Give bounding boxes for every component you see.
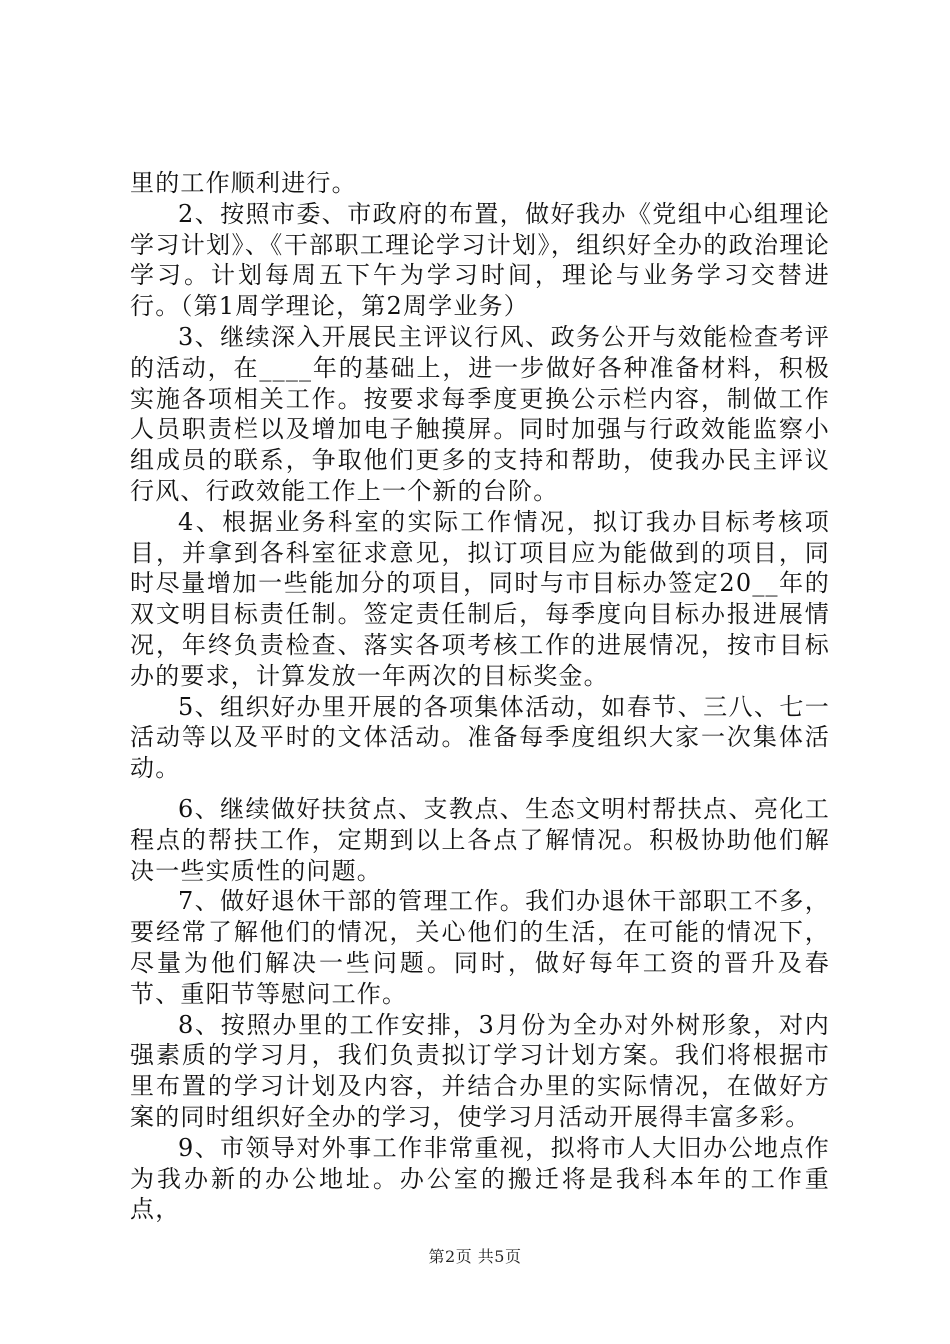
page-number-label: 第2页 共5页 [428, 1247, 522, 1266]
paragraph-item-5: 5、组织好办里开展的各项集体活动，如春节、三八、七一活动等以及平时的文体活动。准备每季度组织大家一次集体活动。 [130, 692, 830, 783]
paragraph-item-6: 6、继续做好扶贫点、支教点、生态文明村帮扶点、亮化工程点的帮扶工作，定期到以上各点了解情况。积极协助他们解决一些实质性的问题。 [130, 794, 830, 885]
paragraph-item-4: 4、根据业务科室的实际工作情况，拟订我办目标考核项目，并拿到各科室征求意见，拟订项目应为能做到的项目，同时尽量增加一些能加分的项目，同时与市目标办签定20__年的双文明目标责任制。签定责任制后，每季度向目标办报进展情况，年终负责检查、落实各项考核工作的进展情况，按市目标办的要求，计算发放一年两次的目标奖金。 [130, 507, 830, 690]
paragraph-item-8: 8、按照办里的工作安排，3月份为全办对外树形象，对内强素质的学习月，我们负责拟订学习计划方案。我们将根据市里布置的学习计划及内容，并结合办里的实际情况，在做好方案的同时组织好全办的学习，使学习月活动开展得丰富多彩。 [130, 1010, 830, 1131]
document-body [130, 168, 830, 1225]
paragraph-item-2: 2、按照市委、市政府的布置，做好我办《党组中心组理论学习计划》、《干部职工理论学习计划》，组织好全办的政治理论学习。计划每周五下午为学习时间，理论与业务学习交替进行。（第1周学理论，第2周学业务） [130, 199, 830, 321]
paragraph-item-9: 9、市领导对外事工作非常重视，拟将市人大旧办公地点作为我办新的办公地址。办公室的搬迁将是我科本年的工作重点， [130, 1133, 830, 1224]
paragraph-continuation: 里的工作顺利进行。 [130, 169, 357, 197]
page-footer [0, 1244, 950, 1267]
paragraph-item-7: 7、做好退休干部的管理工作。我们办退休干部职工不多，要经常了解他们的情况，关心他们的生活，在可能的情况下，尽量为他们解决一些问题。同时，做好每年工资的晋升及春节、重阳节等慰问工作。 [130, 887, 830, 1008]
paragraph-item-3: 3、继续深入开展民主评议行风、政务公开与效能检查考评的活动，在____年的基础上，进一步做好各种准备材料，积极实施各项相关工作。按要求每季度更换公示栏内容，制做工作人员职责栏以及增加电子触摸屏。同时加强与行政效能监察小组成员的联系，争取他们更多的支持和帮助，使我办民主评议行风、行政效能工作上一个新的台阶。 [130, 322, 830, 505]
